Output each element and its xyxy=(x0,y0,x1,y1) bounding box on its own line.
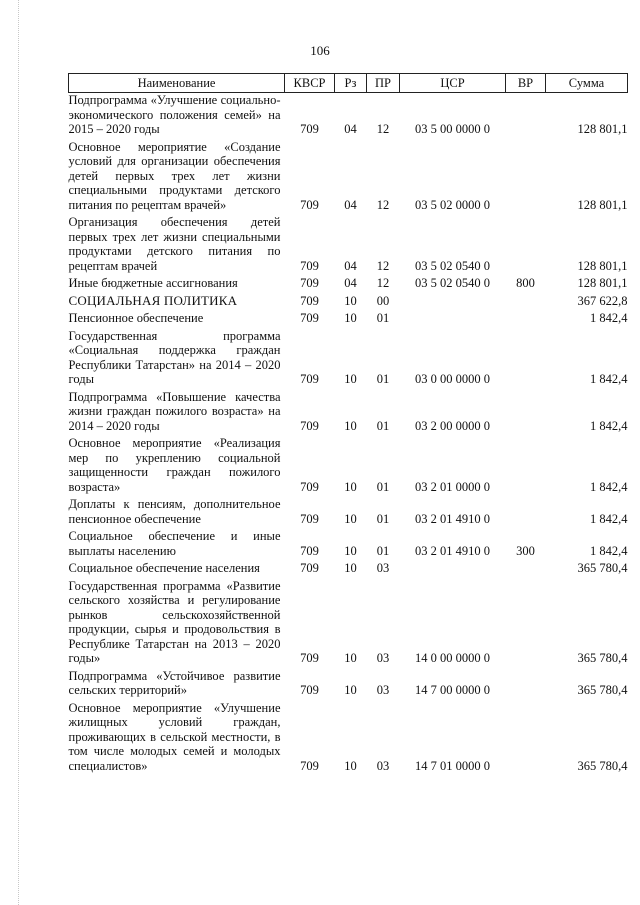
row-pr: 00 xyxy=(376,293,390,308)
row-csr xyxy=(400,561,506,579)
row-name: Государственная программа «Социальная поддержка граждан Республики Татарстан» на 2014 – 2020 годы xyxy=(68,328,281,386)
row-name: Социальное обеспечение населения xyxy=(68,561,260,575)
row-rz: 10 xyxy=(344,543,357,558)
row-kvsr: 709 xyxy=(300,479,319,494)
row-vr xyxy=(506,390,546,437)
row-pr: 01 xyxy=(376,479,390,494)
row-rz: 10 xyxy=(344,372,357,386)
row-csr: 03 2 01 4910 0 xyxy=(415,543,490,558)
row-rz: 04 xyxy=(344,197,357,212)
row-vr xyxy=(506,497,546,529)
row-vr xyxy=(506,669,546,701)
row-rz: 10 xyxy=(344,479,357,494)
row-csr: 03 2 01 4910 0 xyxy=(415,511,490,526)
row-name: Организация обеспечения детей первых трех лет жизни специальными продуктами детского питания по рецептам врачей xyxy=(68,215,281,273)
row-csr: 14 0 00 0000 0 xyxy=(415,651,490,665)
row-csr xyxy=(400,311,506,329)
table-row xyxy=(69,701,628,777)
column-header-kvsr: КВСР xyxy=(285,74,335,93)
row-sum: 365 780,4 xyxy=(577,758,628,773)
row-name: Пенсионное обеспечение xyxy=(68,311,204,325)
table-row xyxy=(69,311,628,329)
row-sum: 1 842,4 xyxy=(590,511,628,526)
row-pr: 01 xyxy=(376,543,390,558)
row-csr: 14 7 01 0000 0 xyxy=(415,758,490,773)
row-sum: 1 842,4 xyxy=(590,479,628,494)
row-csr: 03 5 02 0540 0 xyxy=(415,258,490,273)
row-csr xyxy=(400,294,506,312)
row-kvsr: 709 xyxy=(300,758,319,773)
table-row xyxy=(69,669,628,701)
page-number: 106 xyxy=(310,43,330,58)
row-vr xyxy=(506,436,546,497)
table-row xyxy=(69,276,628,294)
row-kvsr: 709 xyxy=(300,122,319,136)
row-rz: 10 xyxy=(344,418,357,433)
row-csr: 03 5 02 0000 0 xyxy=(415,197,490,212)
row-kvsr: 709 xyxy=(300,651,319,665)
budget-table xyxy=(68,73,628,776)
row-pr: 01 xyxy=(376,418,390,433)
row-vr xyxy=(506,311,546,329)
row-name: Подпрограмма «Улучшение социально-экономического положения семей» на 2015 – 2020 годы xyxy=(68,93,281,136)
row-vr xyxy=(506,579,546,669)
row-rz: 04 xyxy=(344,258,357,273)
table-row xyxy=(69,390,628,437)
row-rz: 10 xyxy=(344,758,357,773)
row-rz: 10 xyxy=(344,651,357,665)
row-pr: 01 xyxy=(376,511,390,526)
column-header-vr: ВР xyxy=(506,74,546,93)
row-kvsr: 709 xyxy=(300,511,319,526)
column-header-rz: Рз xyxy=(335,74,367,93)
row-sum: 128 801,1 xyxy=(577,276,628,290)
row-rz: 10 xyxy=(344,311,357,325)
row-kvsr: 709 xyxy=(300,293,319,308)
row-kvsr: 709 xyxy=(300,543,319,558)
row-rz: 10 xyxy=(344,683,357,697)
row-rz: 10 xyxy=(344,561,357,575)
row-sum: 128 801,1 xyxy=(577,197,628,212)
table-header-row xyxy=(69,74,628,93)
row-csr: 03 2 00 0000 0 xyxy=(415,418,490,433)
row-csr: 03 5 00 0000 0 xyxy=(415,122,490,136)
row-rz: 04 xyxy=(344,276,357,290)
row-kvsr: 709 xyxy=(300,418,319,433)
row-vr: 800 xyxy=(516,276,535,290)
row-name: Основное мероприятие «Создание условий для организации обеспечения детей первых трех лет жизни специальными продуктами детского питания по рецептам врачей» xyxy=(68,139,281,212)
row-sum: 128 801,1 xyxy=(577,122,628,136)
row-kvsr: 709 xyxy=(300,311,319,325)
row-name: Подпрограмма «Повышение качества жизни граждан пожилого возраста» на 2014 – 2020 годы xyxy=(68,389,281,433)
row-kvsr: 709 xyxy=(300,197,319,212)
row-name: Социальное обеспечение и иные выплаты населению xyxy=(68,529,281,558)
row-pr: 01 xyxy=(376,372,390,386)
row-kvsr: 709 xyxy=(300,372,319,386)
row-pr: 12 xyxy=(376,276,390,290)
row-sum: 365 780,4 xyxy=(577,683,628,697)
row-csr: 14 7 00 0000 0 xyxy=(415,683,490,697)
row-name: Подпрограмма «Устойчивое развитие сельских территорий» xyxy=(68,668,281,697)
row-name: Государственная программа «Развитие сельского хозяйства и регулирование рынков сельскохозяйственной продукции, сырья и продовольствия в Республике Татарстан на 2013 – 2020 годы» xyxy=(68,578,281,665)
table-row xyxy=(69,294,628,312)
row-name: Основное мероприятие «Улучшение жилищных условий граждан, проживающих в сельской местности, в том числе молодых семей и молодых специалистов» xyxy=(68,700,281,773)
table-row xyxy=(69,579,628,669)
row-vr xyxy=(506,140,546,216)
row-sum: 1 842,4 xyxy=(590,543,628,558)
table-row xyxy=(69,93,628,140)
table-row xyxy=(69,140,628,216)
row-vr xyxy=(506,561,546,579)
row-kvsr: 709 xyxy=(300,276,319,290)
row-name: Доплаты к пенсиям, дополнительное пенсионное обеспечение xyxy=(68,497,281,526)
row-vr xyxy=(506,701,546,777)
row-sum: 1 842,4 xyxy=(590,418,628,433)
row-pr: 12 xyxy=(376,258,390,273)
row-csr: 03 2 01 0000 0 xyxy=(415,479,490,494)
row-sum: 1 842,4 xyxy=(590,372,628,386)
column-header-csr: ЦСР xyxy=(400,74,506,93)
row-rz: 10 xyxy=(344,293,357,308)
row-kvsr: 709 xyxy=(300,683,319,697)
row-vr xyxy=(506,329,546,390)
row-pr: 03 xyxy=(376,561,390,575)
row-vr xyxy=(506,215,546,276)
row-sum: 365 780,4 xyxy=(577,651,628,665)
row-pr: 01 xyxy=(376,311,390,325)
row-pr: 03 xyxy=(376,651,390,665)
table-row xyxy=(69,436,628,497)
row-kvsr: 709 xyxy=(300,561,319,575)
table-row xyxy=(69,215,628,276)
row-pr: 12 xyxy=(376,197,390,212)
table-row xyxy=(69,329,628,390)
row-vr xyxy=(506,294,546,312)
row-sum: 1 842,4 xyxy=(590,311,628,325)
row-sum: 128 801,1 xyxy=(577,258,628,273)
column-header-sum: Сумма xyxy=(546,74,628,93)
row-pr: 12 xyxy=(376,122,390,136)
row-vr xyxy=(506,93,546,140)
scan-margin-line xyxy=(18,0,20,905)
row-name: СОЦИАЛЬНАЯ ПОЛИТИКА xyxy=(68,292,238,308)
row-pr: 03 xyxy=(376,683,390,697)
row-name: Иные бюджетные ассигнования xyxy=(68,276,238,290)
row-name: Основное мероприятие «Реализация мер по укреплению социальной защищенности граждан пожилого возраста» xyxy=(68,436,281,494)
table-row xyxy=(69,529,628,561)
table-row xyxy=(69,561,628,579)
row-csr: 03 5 02 0540 0 xyxy=(415,276,490,290)
row-kvsr: 709 xyxy=(300,258,319,273)
column-header-name: Наименование xyxy=(69,74,285,93)
row-pr: 03 xyxy=(376,758,390,773)
table-row xyxy=(69,497,628,529)
row-csr: 03 0 00 0000 0 xyxy=(415,372,490,386)
row-rz: 10 xyxy=(344,511,357,526)
column-header-pr: ПР xyxy=(367,74,400,93)
row-sum: 365 780,4 xyxy=(577,561,628,575)
row-rz: 04 xyxy=(344,122,357,136)
row-sum: 367 622,8 xyxy=(577,293,628,308)
row-vr: 300 xyxy=(516,543,535,558)
